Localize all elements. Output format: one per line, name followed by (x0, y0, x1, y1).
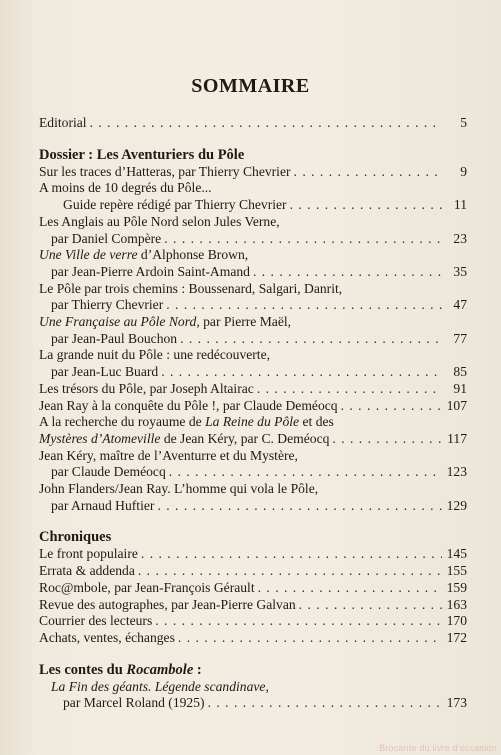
watermark: Brocante du livre d'occasion (379, 743, 497, 753)
entry-page: 123 (446, 464, 467, 480)
leader-dots (169, 464, 442, 481)
entry-page: 159 (446, 579, 467, 595)
leader-dots (257, 381, 442, 398)
entry-page: 23 (453, 230, 467, 246)
toc-entry-continued: Guide repère rédigé par Thierry Chevrier . . . 11 (39, 197, 467, 214)
table-of-contents (39, 115, 467, 712)
toc-entry-continued: par Marcel Roland (1925) . . . 173 (39, 695, 467, 712)
leader-dots (155, 613, 442, 630)
leader-dots (161, 364, 442, 381)
leader-dots (141, 546, 442, 563)
section-heading-dossier: Dossier : Les Aventuriers du Pôle (39, 146, 245, 163)
leader-dots (341, 398, 442, 415)
toc-entry: Les trésors du Pôle, par Joseph Altairac . . . 91 (39, 381, 467, 398)
toc-entry: Errata & addenda . . . 155 (39, 563, 467, 580)
leader-dots (253, 264, 442, 281)
leader-dots (208, 695, 442, 712)
toc-entry: Une Ville de verre d’Alphonse Brown, (39, 247, 249, 263)
toc-entry: Le front populaire . . . 145 (39, 546, 467, 563)
toc-entry: Sur les traces d’Hatteras, par Thierry Chevrier . . . 9 (39, 164, 467, 181)
entry-page: 47 (453, 297, 467, 313)
toc-entry: John Flanders/Jean Ray. L’homme qui vola le Pôle, (39, 481, 319, 497)
leader-dots (157, 498, 442, 515)
leader-dots (332, 431, 442, 448)
toc-entry: Jean Kéry, maître de l’Aventurre et du Mystère, (39, 447, 298, 463)
toc-entry-continued: par Jean-Paul Bouchon . . . 77 (39, 331, 467, 348)
leader-dots (138, 563, 442, 580)
section-heading-chroniques: Chroniques (39, 529, 112, 546)
toc-entry: Courrier des lecteurs . . . 170 (39, 613, 467, 630)
leader-dots (90, 115, 442, 132)
entry-page: 173 (446, 695, 467, 711)
leader-dots (258, 580, 442, 597)
toc-entry-continued: par Claude Deméocq . . . 123 (39, 464, 467, 481)
entry-page: 107 (446, 397, 467, 413)
toc-entry-continued: Mystères d’Atomeville de Jean Kéry, par C. Deméocq . . . 117 (39, 431, 467, 448)
toc-entry: Achats, ventes, échanges . . . 172 (39, 630, 467, 647)
toc-entry: La grande nuit du Pôle : une redécouverte, (39, 347, 271, 363)
leader-dots (294, 164, 442, 181)
toc-entry-continued: par Thierry Chevrier . . . 47 (39, 297, 467, 314)
entry-page: 77 (453, 330, 467, 346)
toc-entry: Le Pôle par trois chemins : Boussenard, Salgari, Danrit, (39, 280, 343, 296)
entry-page: 163 (446, 596, 467, 612)
leader-dots (166, 297, 442, 314)
toc-entry-editorial (39, 115, 467, 132)
entry-page: 155 (446, 563, 467, 579)
entry-page: 117 (447, 430, 467, 446)
entry-page: 91 (453, 380, 467, 396)
entry-page: 172 (446, 629, 467, 645)
entry-page: 5 (460, 115, 467, 130)
leader-dots (290, 197, 442, 214)
leader-dots (299, 597, 442, 614)
toc-entry-continued: par Jean-Luc Buard . . . 85 (39, 364, 467, 381)
entry-page: 9 (460, 163, 467, 179)
toc-entry-continued: par Jean-Pierre Ardoin Saint-Amand . . . 35 (39, 264, 467, 281)
toc-entry: Une Française au Pôle Nord, par Pierre Maël, (39, 314, 292, 330)
toc-entry: A la recherche du royaume de La Reine du Pôle et des (39, 414, 334, 430)
toc-entry: Les Anglais au Pôle Nord selon Jules Verne, (39, 213, 280, 229)
entry-label: Editorial (39, 115, 87, 130)
section-heading-contes: Les contes du Rocambole : (39, 661, 202, 678)
toc-entry-continued: par Daniel Compère . . . 23 (39, 231, 467, 248)
entry-page: 170 (446, 613, 467, 629)
entry-page: 11 (453, 197, 467, 213)
entry-page: 85 (453, 364, 467, 380)
entry-page: 129 (446, 497, 467, 513)
entry-page: 35 (453, 263, 467, 279)
toc-entry: Jean Ray à la conquête du Pôle !, par Claude Deméocq . . . 107 (39, 398, 467, 415)
toc-entry: La Fin des géants. Légende scandinave, (51, 678, 269, 694)
toc-entry: Roc@mbole, par Jean-François Gérault . . . 159 (39, 580, 467, 597)
leader-dots (180, 331, 442, 348)
leader-dots (178, 630, 442, 647)
leader-dots (164, 231, 442, 248)
entry-page: 145 (446, 546, 467, 562)
toc-entry-continued: par Arnaud Huftier . . . 129 (39, 498, 467, 515)
page-title: SOMMAIRE (191, 75, 310, 97)
toc-entry: Revue des autographes, par Jean-Pierre Galvan . . . 163 (39, 597, 467, 614)
toc-entry: A moins de 10 degrés du Pôle... (39, 180, 212, 196)
